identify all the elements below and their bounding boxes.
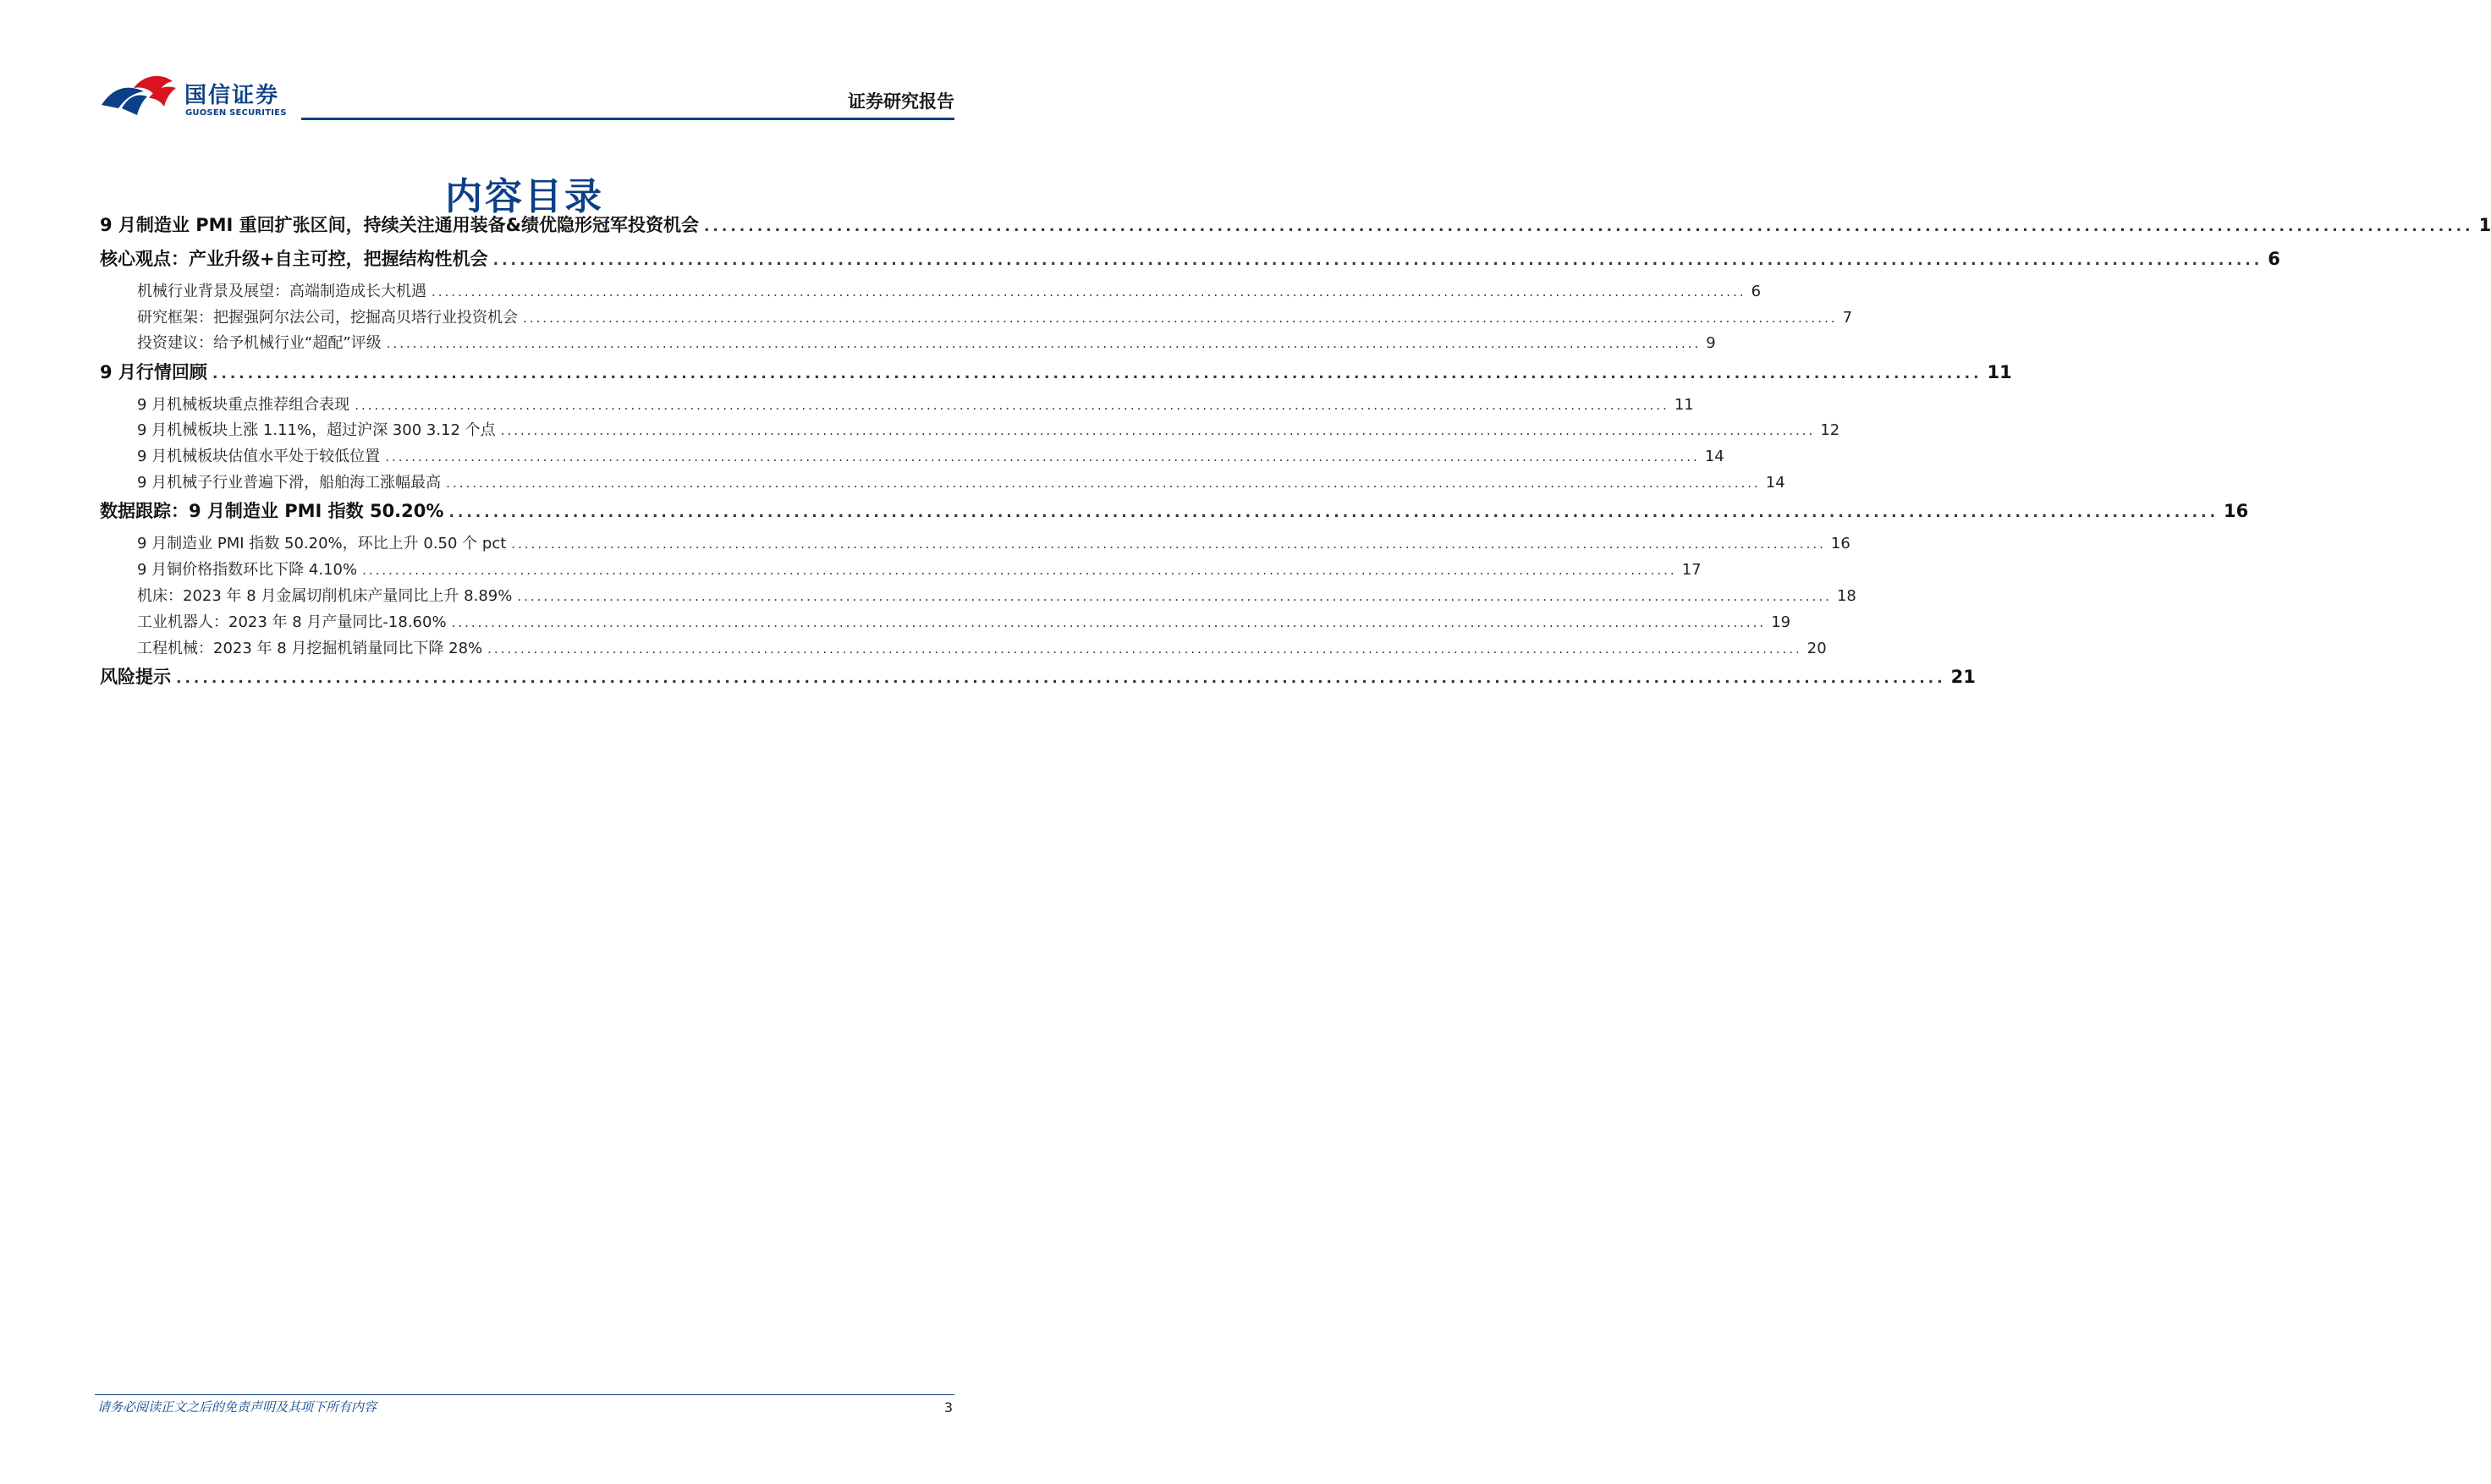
toc-entry-page: 19 (1771, 613, 1791, 631)
guosen-logo-icon (100, 71, 181, 118)
logo-en-text: GUOSEN SECURITIES (185, 108, 287, 118)
toc-entry-page: 11 (1674, 396, 1694, 414)
toc-entry-page: 14 (1704, 448, 1724, 465)
toc-entry-title: 核心观点：产业升级+自主可控，把握结构性机会 (100, 249, 488, 269)
toc-entry-title: 9 月行情回顾 (100, 362, 207, 382)
toc-entry-subsection[interactable] (100, 393, 1694, 415)
toc-entry-section[interactable] (100, 359, 2012, 384)
toc-leader-dots: ........................................................................................................................................................................................................ (385, 449, 1700, 464)
logo-cn-text: 国信证券 (184, 83, 280, 108)
toc-entry-page: 6 (2268, 249, 2280, 269)
toc-entry-page: 17 (1681, 561, 1702, 579)
toc-entry-title: 9 月制造业 PMI 指数 50.20%，环比上升 0.50 个 pct (137, 535, 507, 552)
page-header (0, 0, 1049, 127)
toc-entry-title: 工程机械：2023 年 8 月挖掘机销量同比下降 28% (137, 640, 483, 657)
toc-entry-title: 机械行业背景及展望：高端制造成长大机遇 (137, 283, 426, 300)
header-divider (301, 118, 954, 120)
toc-entry-title: 9 月制造业 PMI 重回扩张区间，持续关注通用装备&绩优隐形冠军投资机会 (100, 215, 699, 235)
toc-entry-subsection[interactable] (100, 584, 1856, 606)
toc-entry-page: 14 (1765, 474, 1785, 492)
toc-entry-page: 16 (1830, 535, 1850, 552)
toc-entry-page: 9 (1706, 334, 1716, 352)
toc-entry-subsection[interactable] (100, 331, 1716, 353)
toc-entry-subsection[interactable] (100, 470, 1785, 492)
toc-entry-title: 9 月机械板块重点推荐组合表现 (137, 396, 350, 414)
toc-leader-dots: ........................................................................................................................................................................................................ (500, 423, 1816, 438)
toc-entry-title: 9 月机械板块上涨 1.11%，超过沪深 300 3.12 个点 (137, 421, 496, 439)
toc-entry-page: 20 (1806, 640, 1827, 657)
toc-leader-dots: ........................................................................................................................................................................................................ (523, 311, 1838, 326)
toc-entry-subsection[interactable] (100, 279, 1762, 301)
toc-entry-page: 16 (2224, 501, 2249, 521)
toc-leader-dots: ........................................................................................................................................................................................................ (487, 641, 1802, 657)
footer-disclaimer: 请务必阅读正文之后的免责声明及其项下所有内容 (97, 1399, 377, 1415)
toc-entry-subsection[interactable] (100, 610, 1791, 632)
toc-entry-subsection[interactable] (100, 418, 1840, 440)
toc-entry-subsection[interactable] (100, 444, 1724, 466)
toc-leader-dots: ........................................................................................................................................................................................................ (448, 504, 2219, 521)
toc-entry-page: 1 (2478, 215, 2491, 235)
toc-leader-dots: ........................................................................................................................................................................................................ (517, 589, 1832, 604)
toc-entry-title: 9 月铜价格指数环比下降 4.10% (137, 561, 358, 579)
toc-leader-dots: ........................................................................................................................................................................................................ (212, 366, 1982, 382)
toc-leader-dots: ........................................................................................................................................................................................................ (355, 398, 1669, 413)
toc-entry-title: 机床：2023 年 8 月金属切削机床产量同比上升 8.89% (137, 587, 513, 605)
toc-leader-dots: ........................................................................................................................................................................................................ (176, 670, 1946, 687)
toc-entry-page: 18 (1836, 587, 1856, 605)
guosen-logo (100, 71, 303, 124)
toc-leader-dots: ........................................................................................................................................................................................................ (432, 284, 1746, 300)
toc-title: 内容目录 (445, 175, 604, 218)
toc-leader-dots: ........................................................................................................................................................................................................ (703, 218, 2474, 235)
toc-entry-page: 7 (1842, 309, 1853, 327)
page-number: 3 (943, 1399, 953, 1415)
report-type-label: 证券研究报告 (848, 91, 954, 112)
toc-leader-dots: ........................................................................................................................................................................................................ (386, 336, 1702, 351)
footer-divider (95, 1394, 954, 1395)
toc-entry-title: 研究框架：把握强阿尔法公司，挖掘高贝塔行业投资机会 (137, 309, 518, 327)
toc-entry-subsection[interactable] (100, 531, 1850, 553)
toc-entry-page: 11 (1987, 362, 2012, 382)
toc-entry-subsection[interactable] (100, 305, 1853, 327)
toc-entry-page: 21 (1950, 667, 1976, 687)
toc-entry-title: 9 月机械子行业普遍下滑，船舶海工涨幅最高 (137, 474, 442, 492)
toc-entry-subsection[interactable] (100, 636, 1827, 658)
toc-leader-dots: ........................................................................................................................................................................................................ (446, 475, 1761, 491)
toc-entry-title: 9 月机械板块估值水平处于较低位置 (137, 448, 381, 465)
toc-entry-title: 风险提示 (100, 667, 171, 687)
toc-entry-section[interactable] (100, 212, 2491, 237)
toc-entry-page: 6 (1751, 283, 1762, 300)
toc-entry-page: 12 (1820, 421, 1840, 439)
toc-entry-title: 数据跟踪：9 月制造业 PMI 指数 50.20% (100, 501, 444, 521)
toc-entry-subsection[interactable] (100, 558, 1702, 580)
toc-entry-title: 工业机器人：2023 年 8 月产量同比-18.60% (137, 613, 447, 631)
toc-entry-section[interactable] (100, 245, 2280, 271)
toc-entry-title: 投资建议：给予机械行业“超配”评级 (137, 334, 382, 352)
toc-leader-dots: ........................................................................................................................................................................................................ (362, 563, 1677, 578)
toc-leader-dots: ........................................................................................................................................................................................................ (451, 615, 1767, 630)
toc-entry-section[interactable] (100, 497, 2249, 523)
toc-leader-dots: ........................................................................................................................................................................................................ (511, 536, 1826, 552)
toc-leader-dots: ........................................................................................................................................................................................................ (492, 252, 2263, 269)
toc-entry-section[interactable] (100, 663, 1976, 689)
